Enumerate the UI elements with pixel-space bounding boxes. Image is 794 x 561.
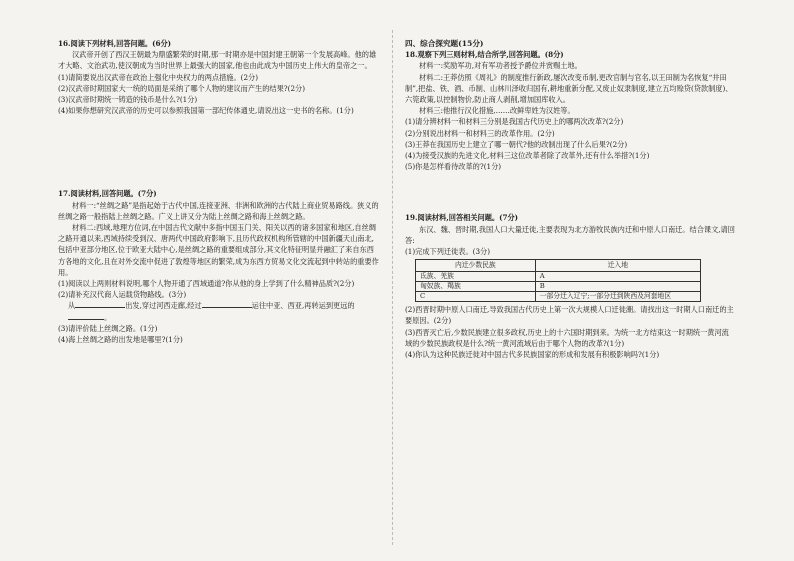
q19-material: 东汉、魏、晋时期,我国人口大量迁徙,主要表现为北方游牧民族内迁和中原人口南迁。结合课文,请回答: bbox=[405, 224, 735, 245]
table-header-cell: 内迁少数民族 bbox=[416, 260, 536, 272]
q17-material-2: 材料二:西域,地理方位词,在中国古代文献中多指中国玉门关、阳关以西的诸多国家和地区,自丝绸之路开通以来,西域持续受到汉、唐两代中国政府影响下,且历代政权机构所管辖的中国新疆天山南北,包括中亚部分地区,位于欧亚大陆中心,是丝绸之路的重要组成部分,其文化特征明显并融汇了来自东西方各地的文化,且在对外交流中促进了敦煌等地区的繁荣,成为东西方贸易文化交流起到中转站的重要作用。 bbox=[58, 223, 379, 277]
q16-item-1: (1)请简要说出汉武帝在政治上强化中央权力的两点措施。(2分) bbox=[58, 72, 259, 82]
q18-material-3: 材料三:他推行汉化措施,……改鲜卑姓为汉姓等。 bbox=[419, 106, 575, 116]
q17-item-4: (4)海上丝绸之路的出发地是哪里?(1分) bbox=[58, 335, 183, 345]
table-row bbox=[416, 282, 701, 292]
right-column bbox=[405, 38, 735, 360]
q16-material: 汉武帝开创了西汉王朝最为鼎盛繁荣的时期,那一时期亦是中国封建王朝第一个发展高峰。他的雄才大略、文治武功,使汉朝成为当时世界上最强大的国家,他也由此成为中国历史上伟大的皇帝之一。 bbox=[58, 50, 377, 71]
left-column bbox=[58, 38, 380, 345]
route-part-1: 出发,穿过河西走廊,经过 bbox=[125, 301, 202, 311]
q17-item-2: (2)请补充汉代商人运载货物路线。(3分) bbox=[58, 290, 187, 300]
q16-heading: 16.阅读下列材料,回答问题。(6分) bbox=[58, 39, 172, 48]
q18-item-1: (1)请分辨材料一和材料三分别是我国古代历史上的哪两次改革?(2分) bbox=[405, 117, 624, 127]
table-cell: 氐族、羌族 bbox=[416, 272, 536, 282]
route-from: 从 bbox=[68, 301, 76, 311]
q19-heading: 19.阅读材料,回答相关问题。(7分) bbox=[405, 213, 519, 223]
table-row bbox=[416, 292, 701, 302]
column-divider bbox=[392, 30, 393, 545]
migration-table bbox=[415, 259, 701, 302]
q18-item-2: (2)分别说出材料一和材料三的改革作用。(2分) bbox=[405, 128, 555, 138]
q17-material-1: 材料一:“丝绸之路”是指起始于古代中国,连接亚洲、非洲和欧洲的古代陆上商业贸易路线。狭义的丝绸之路一般指陆上丝绸之路。广义上讲又分为陆上丝绸之路和海上丝绸之路。 bbox=[58, 200, 379, 221]
q18-material-1: 材料一:奖励军功,对有军功者授予爵位并赏赐土地。 bbox=[419, 61, 582, 71]
q19-item-4: (4)你认为这种民族迁徙对中国古代多民族国家的形成和发展有积极影响吗?(1分) bbox=[405, 350, 660, 360]
route-part-3: 。 bbox=[104, 312, 112, 322]
table-row bbox=[416, 272, 701, 282]
table-cell: 一部分迁入辽宁;一部分迁到陕西及河套地区 bbox=[535, 292, 700, 302]
section-4-title: 四、综合探究题(15分) bbox=[405, 39, 484, 48]
q19-item-1: (1)完成下列迁徙表。(3分) bbox=[405, 247, 491, 257]
q16-item-3: (3)汉武帝时期统一铸造的钱币是什么?(1分) bbox=[58, 95, 198, 105]
q17-item-3: (3)请评价陆上丝绸之路。(1分) bbox=[58, 323, 158, 333]
q18-heading: 18.观察下列三则材料,结合所学,回答问题。(8分) bbox=[405, 50, 564, 60]
q17-route-line bbox=[58, 300, 380, 322]
table-header-cell: 迁入地 bbox=[535, 260, 700, 272]
route-part-2: 运往中亚、西亚,再转运到更远的 bbox=[251, 301, 355, 311]
q18-item-5: (5)你是怎样看待改革的?(1分) bbox=[405, 162, 502, 172]
q18-material-2: 材料二:王莽仿照《周礼》的制度推行新政,屡次改变币制,更改官制与官名,以王田制为名恢复“井田制”,把盐、铁、酒、币制、山林川泽收归国有,耕地重新分配,又废止奴隶制度,建立五均赊贷(贷款制度)、六筦政策,以控制物价,防止商人剥削,增加国库收入。 bbox=[405, 72, 733, 105]
q16-item-4: (4)如果你想研究汉武帝的历史可以参照我国第一部纪传体通史,请说出这一史书的名称。(1分) bbox=[58, 106, 354, 116]
q18-item-4: (4)为接受汉族的先进文化,材料三这位改革者除了改革外,还有什么举措?(1分) bbox=[405, 151, 650, 161]
answer-space bbox=[58, 116, 380, 188]
table-cell: 匈奴族、羯族 bbox=[416, 282, 536, 292]
q17-heading: 17.阅读材料,回答问题。(7分) bbox=[58, 189, 157, 199]
q17-item-1: (1)阅读以上两则材料说明,哪个人物开通了西域通道?你从他的身上学到了什么精神品质?(2分) bbox=[58, 279, 355, 289]
table-cell: A bbox=[535, 272, 700, 282]
q19-item-3: (3)西晋灭亡后,少数民族建立很多政权,历史上的十六国时期到来。为统一北方结束这一时期统一黄河流域的少数民族政权是什么?统一黄河流域后由于哪个人物的改革?(1分) bbox=[405, 327, 729, 348]
q18-item-3: (3)王莽在我国历史上建立了哪一朝代?他的改制出现了什么后果?(2分) bbox=[405, 139, 628, 149]
route-blank-2[interactable] bbox=[202, 300, 252, 308]
route-blank-1[interactable] bbox=[75, 300, 125, 308]
table-header-row bbox=[416, 260, 701, 272]
route-blank-3[interactable] bbox=[68, 312, 104, 320]
table-cell: B bbox=[535, 282, 700, 292]
q16-item-2: (2)汉武帝时期国家大一统的局面是采纳了哪个人物的建议而产生的结果?(2分) bbox=[58, 83, 306, 93]
table-cell: C bbox=[416, 292, 536, 302]
q19-item-2: (2)西晋时期中原人口南迁,导致我国古代历史上第一次大规模人口迁徙潮。请找出这一时期人口南迁的主要原因。(2分) bbox=[405, 305, 734, 326]
answer-space bbox=[405, 172, 735, 212]
